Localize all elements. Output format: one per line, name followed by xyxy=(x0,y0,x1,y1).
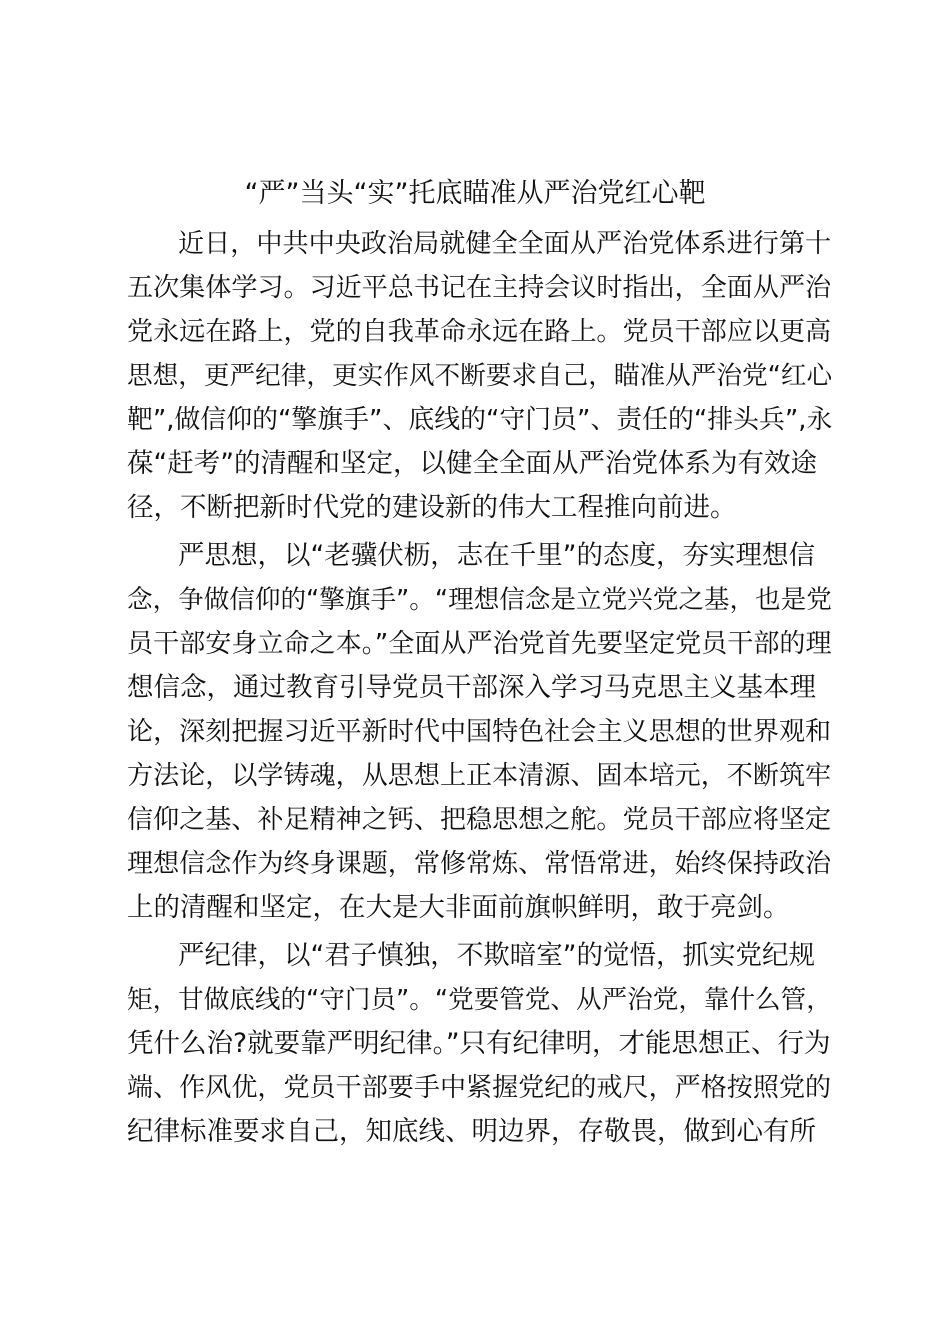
paragraph-3-line-2: 矩，甘做底线的“守门员”。“党要管党、从严治党，靠什么管， xyxy=(127,985,832,1015)
paragraph-2-line-2: 念，争做信仰的“擎旗手”。“理想信念是立党兴党之基，也是党 xyxy=(127,585,832,615)
paragraph-2-line-7: 信仰之基、补足精神之钙、把稳思想之舵。党员干部应将坚定 xyxy=(127,805,832,835)
paragraph-1-line-3: 党永远在路上，党的自我革命永远在路上。党员干部应以更高 xyxy=(127,317,832,347)
paragraph-2-line-9: 上的清醒和坚定，在大是大非面前旗帜鲜明，敢于亮剑。 xyxy=(127,892,790,923)
paragraph-1-line-4: 思想，更严纪律，更实作风不断要求自己，瞄准从严治党“红心 xyxy=(127,361,833,391)
document-title: “严”当头“实”托底瞄准从严治党红心靶 xyxy=(244,178,706,209)
paragraph-1-line-1: 近日，中共中央政治局就健全全面从严治党体系进行第十 xyxy=(178,229,832,259)
paragraph-3-line-4: 端、作风优，党员干部要手中紧握党纪的戒尺，严格按照党的 xyxy=(127,1073,832,1103)
paragraph-1-line-7: 径，不断把新时代党的建设新的伟大工程推向前进。 xyxy=(127,492,737,523)
paragraph-2-line-3: 员干部安身立命之本。”全面从严治党首先要坚定党员干部的理 xyxy=(127,629,832,659)
paragraph-2-line-6: 方法论，以学铸魂，从思想上正本清源、固本培元，不断筑牢 xyxy=(127,761,832,791)
paragraph-3-line-3: 凭什么治?就要靠严明纪律。”只有纪律明，才能思想正、行为 xyxy=(127,1028,831,1059)
paragraph-1-line-6: 葆“赶考”的清醒和坚定，以健全全面从严治党体系为有效途 xyxy=(127,448,817,479)
paragraph-2-line-4: 想信念，通过教育引导党员干部深入学习马克思主义基本理 xyxy=(127,672,816,703)
paragraph-1-line-2: 五次集体学习。习近平总书记在主持会议时指出，全面从严治 xyxy=(127,273,832,303)
paragraph-2-line-8: 理想信念作为终身课题，常修常炼、常悟常进，始终保持政治 xyxy=(127,849,832,879)
paragraph-3-line-1: 严纪律，以“君子慎独，不欺暗室”的觉悟，抓实党纪规 xyxy=(178,940,815,971)
paragraph-2-line-1: 严思想，以“老骥伏枥，志在千里”的态度，夯实理想信 xyxy=(178,540,815,571)
paragraph-2-line-5: 论，深刻把握习近平新时代中国特色社会主义思想的世界观和 xyxy=(127,717,832,747)
paragraph-3-line-5: 纪律标准要求自己，知底线、明边界，存敬畏，做到心有所 xyxy=(127,1116,816,1147)
paragraph-1-line-5: 靶”,做信仰的“擎旗手”、底线的“守门员”、责任的“排头兵”,永 xyxy=(127,405,833,435)
